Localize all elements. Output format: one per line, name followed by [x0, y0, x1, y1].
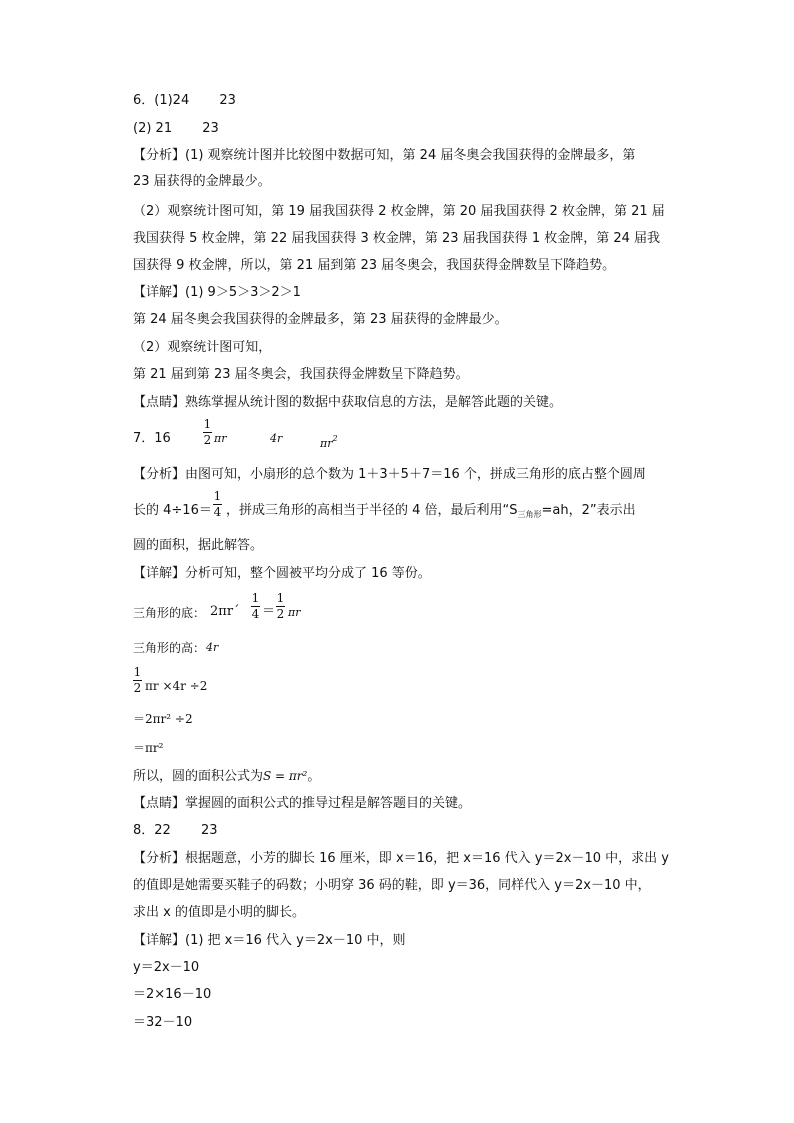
- q7-analysis-line-3: 圆的面积，据此解答。: [133, 538, 264, 553]
- q7-calc-line-1: πr ×4r ÷2: [145, 679, 208, 693]
- q6-analysis-line-2: 23 届获得的金牌最少。: [133, 174, 271, 189]
- q8-step-2: ＝2×16－10: [133, 987, 212, 1002]
- q6-comment: 【点睛】熟练掌握从统计图的数据中获取信息的方法，是解答此题的关键。: [133, 395, 563, 410]
- q7-height-value: 4r: [206, 641, 219, 654]
- q7-answer-pir2-base: πr: [320, 437, 333, 450]
- q6-detail-line-2: 第 24 届冬奥会我国获得的金牌最多，第 23 届获得的金牌最少。: [133, 312, 508, 327]
- q7-answer-pir2-exponent: 2: [332, 434, 338, 443]
- q7-base-label: 三角形的底：: [133, 606, 206, 620]
- q7-calc-line-3: ＝πr²: [133, 741, 164, 755]
- q6-detail-line-3: （2）观察统计图可知，: [133, 340, 272, 355]
- q6-analysis-line-3: （2）观察统计图可知，第 19 届我国获得 2 枚金牌，第 20 届我国获得 2 枚金牌，第 21 届: [133, 204, 665, 219]
- q7-comment: 【点睛】掌握圆的面积公式的推导过程是解答题目的关键。: [133, 796, 472, 811]
- q7-base-fraction-1-denominator: 4: [251, 607, 260, 621]
- q8-analysis-line-2: 的值即是她需要买鞋子的码数；小明穿 36 码的鞋，即 y＝36，同样代入 y＝2x－10 中，: [133, 878, 651, 893]
- q8-step-3: ＝32－10: [133, 1015, 193, 1030]
- q7-answer-fraction-numerator: 1: [203, 417, 212, 431]
- q6-answer-line-1: 6．(1)24 23: [133, 93, 236, 108]
- q7-analysis-fraction-numerator: 1: [213, 489, 222, 503]
- q7-conclusion-period: 。: [307, 769, 321, 784]
- q7-answer-fraction: [203, 418, 212, 447]
- q6-analysis-line-4: 我国获得 5 枚金牌，第 22 届我国获得 3 枚金牌，第 23 届我国获得 1 枚金牌，第 24 届我: [133, 231, 661, 246]
- q7-answer-4r: 4r: [270, 432, 283, 445]
- q7-analysis-line-1: 【分析】由图可知，小扇形的总个数为 1＋3＋5＋7＝16 个，拼成三角形的底占整个圆周: [133, 467, 646, 482]
- q7-height-label: 三角形的高：: [133, 641, 206, 655]
- q7-answer-number: 7．16: [133, 431, 171, 446]
- q8-step-1: y＝2x－10: [133, 960, 200, 975]
- q7-analysis-line-2b-text: ，拼成三角形的高相当于半径的 4 倍，最后利用“S: [226, 503, 518, 518]
- q7-conclusion-text: 所以，圆的面积公式为: [133, 769, 264, 784]
- q7-analysis-fraction-denominator: 4: [213, 505, 222, 519]
- q8-answer-line: 8．22 23: [133, 823, 218, 838]
- q7-calc-fraction: [133, 666, 142, 695]
- q7-conclusion: [133, 767, 320, 786]
- q7-base-fraction-1-numerator: 1: [251, 591, 260, 605]
- q6-detail-line-1: 【详解】(1) 9＞5＞3＞2＞1: [133, 285, 301, 300]
- q7-calc-fraction-denominator: 2: [133, 681, 142, 695]
- q7-analysis-line-2a: 长的 4÷16＝: [133, 503, 212, 518]
- q7-analysis-subscript: 三角形: [517, 510, 542, 519]
- q7-answer-fraction-denominator: 2: [203, 433, 212, 447]
- q7-conclusion-formula: S = πr²: [263, 769, 308, 783]
- q7-base-fraction-1: [251, 592, 260, 621]
- q8-analysis-line-3: 求出 x 的值即是小明的脚长。: [133, 905, 305, 920]
- q6-analysis-line-1: 【分析】(1) 观察统计图并比较图中数据可知，第 24 届冬奥会我国获得的金牌最多，第: [133, 148, 636, 163]
- q7-base-fraction-2: [276, 592, 285, 621]
- q6-analysis-line-5: 国获得 9 枚金牌，所以，第 21 届到第 23 届冬奥会，我国获得金牌数呈下降趋势。: [133, 258, 616, 273]
- q6-detail-line-4: 第 21 届到第 23 届冬奥会，我国获得金牌数呈下降趋势。: [133, 367, 469, 382]
- q7-calc-line-2: ＝2πr² ÷2: [133, 712, 193, 726]
- q7-detail-line-1: 【详解】分析可知，整个圆被平均分成了 16 等份。: [133, 566, 431, 581]
- q8-detail-line-1: 【详解】(1) 把 x＝16 代入 y＝2x－10 中，则: [133, 933, 406, 948]
- q7-calc-fraction-numerator: 1: [133, 665, 142, 679]
- q8-analysis-line-1: 【分析】根据题意，小芳的脚长 16 厘米，即 x＝16，把 x＝16 代入 y＝2x－10 中，求出 y: [133, 851, 669, 866]
- q7-analysis-line-2c-text: =ah，2”表示出: [541, 503, 636, 518]
- q6-answer-line-2: (2) 21 23: [133, 121, 219, 136]
- q7-base-expression: 2πr´: [210, 604, 240, 619]
- q7-answer-pir: πr: [214, 432, 227, 445]
- q7-base-pir: πr: [288, 606, 301, 619]
- q7-answer-pir2: [320, 430, 338, 453]
- q7-base-fraction-2-denominator: 2: [276, 607, 285, 621]
- q7-base-fraction-2-numerator: 1: [276, 591, 285, 605]
- q7-analysis-fraction: [213, 490, 222, 519]
- q7-analysis-line-2b: [226, 502, 636, 524]
- q7-base-equals: ＝: [262, 604, 276, 619]
